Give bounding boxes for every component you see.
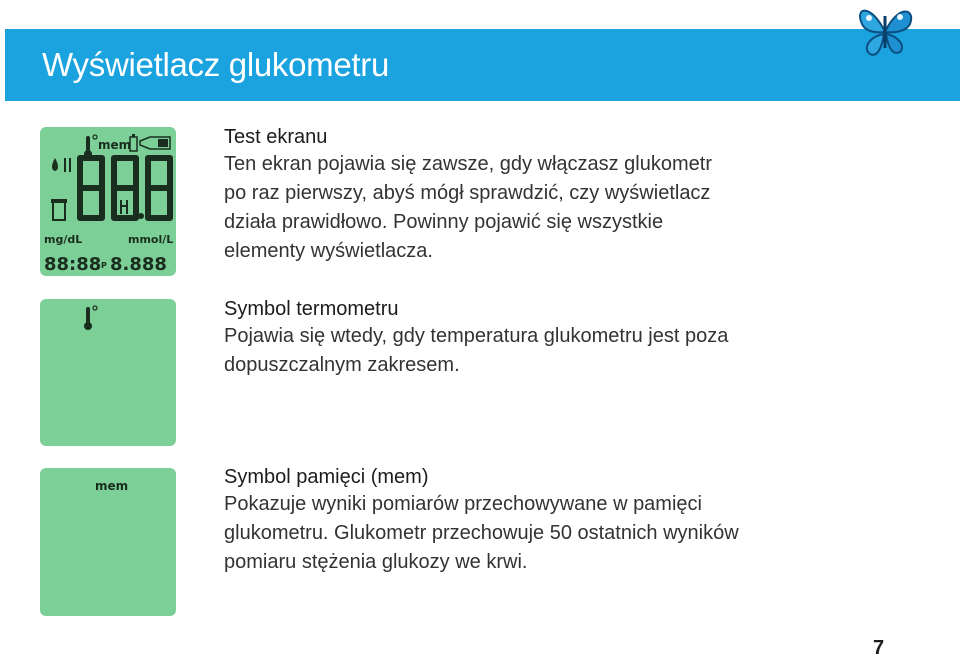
lcd-memory-screen xyxy=(40,468,176,616)
mem-indicator: mem xyxy=(95,479,129,493)
section-line: glukometru. Glukometr przechowuje 50 ostatnich wyników xyxy=(224,522,739,544)
page-number: 7 xyxy=(873,637,885,659)
unit-mgdl-label: mg/dL xyxy=(44,233,83,246)
thermometer-icon xyxy=(84,135,97,158)
mem-indicator: mem xyxy=(98,138,132,152)
butterfly-logo-icon xyxy=(852,2,918,60)
lcd-full-screen xyxy=(40,127,176,276)
section-line: dopuszczalnym zakresem. xyxy=(224,354,460,376)
drop-icon xyxy=(52,158,58,171)
vial-icon xyxy=(51,199,67,220)
section-memory-symbol xyxy=(224,464,824,577)
time-display: 88:88 xyxy=(44,254,102,275)
header-band xyxy=(5,29,960,101)
section-line: Pojawia się wtedy, gdy temperatura glukometru jest poza xyxy=(224,325,729,347)
value-display: 8.888 xyxy=(110,254,167,275)
section-line: pomiaru stężenia glukozy we krwi. xyxy=(224,551,528,573)
section-heading: Test ekranu xyxy=(224,126,328,148)
section-screen-test xyxy=(224,124,824,266)
pm-marker: P xyxy=(101,261,107,270)
fork-icon xyxy=(120,200,128,214)
section-line: po raz pierwszy, abyś mógł sprawdzić, czy wyświetlacz xyxy=(224,182,711,204)
unit-mmoll-label: mmol/L xyxy=(128,233,174,246)
section-line: działa prawidłowo. Powinny pojawić się wszystkie xyxy=(224,211,664,233)
section-line: elementy wyświetlacza. xyxy=(224,240,433,262)
section-line: Ten ekran pojawia się zawsze, gdy włączasz glukometr xyxy=(224,153,712,175)
page-title: Wyświetlacz glukometru xyxy=(42,46,390,83)
thermometer-icon xyxy=(84,306,97,330)
section-heading: Symbol pamięci (mem) xyxy=(224,466,429,488)
section-heading: Symbol termometru xyxy=(224,298,399,320)
main-digits xyxy=(80,158,170,218)
meal-icon xyxy=(65,158,70,172)
lcd-thermometer-screen xyxy=(40,299,176,446)
section-thermometer-symbol xyxy=(224,296,824,380)
test-strip-icon xyxy=(140,137,170,149)
section-line: Pokazuje wyniki pomiarów przechowywane w pamięci xyxy=(224,493,702,515)
